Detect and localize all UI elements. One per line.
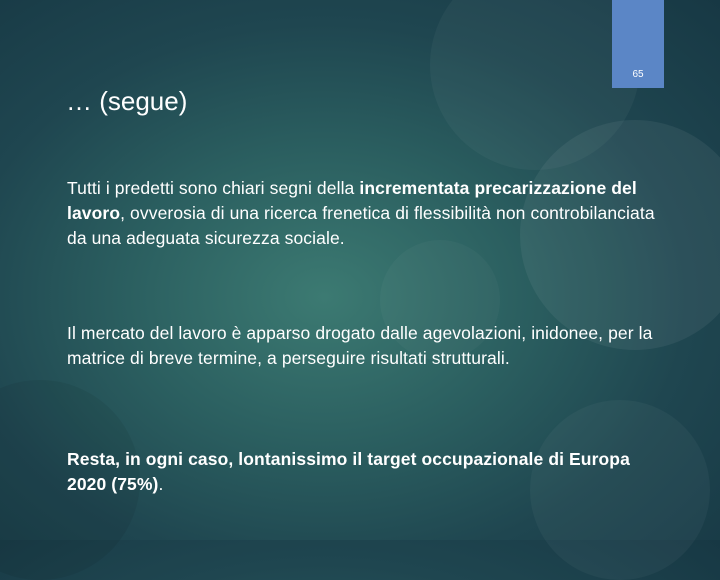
paragraph-precarization xyxy=(67,176,657,251)
page-number-tab xyxy=(612,0,664,88)
paragraph-labour-market: Il mercato del lavoro è apparso drogato dalle agevolazioni, inidonee, per la matrice di breve termine, a perseguire risultati strutturali. xyxy=(67,323,653,368)
paragraph-emphasis: Resta, in ogni caso, lontanissimo il target occupazionale di Europa 2020 (75%) xyxy=(67,449,630,494)
paragraph-text: . xyxy=(158,473,164,494)
paragraph-europe-2020 xyxy=(67,447,667,497)
page-number: 65 xyxy=(632,69,644,80)
paragraph-text: , ovverosia di una ricerca frenetica di flessibilità non controbilanciata da una adeguata sicurezza sociale. xyxy=(67,202,655,248)
paragraph-text: Tutti i predetti sono chiari segni della xyxy=(67,178,360,198)
paragraph-emphasis: incrementata precarizzazione del lavoro xyxy=(67,178,637,223)
slide-title: … (segue) xyxy=(66,86,188,116)
